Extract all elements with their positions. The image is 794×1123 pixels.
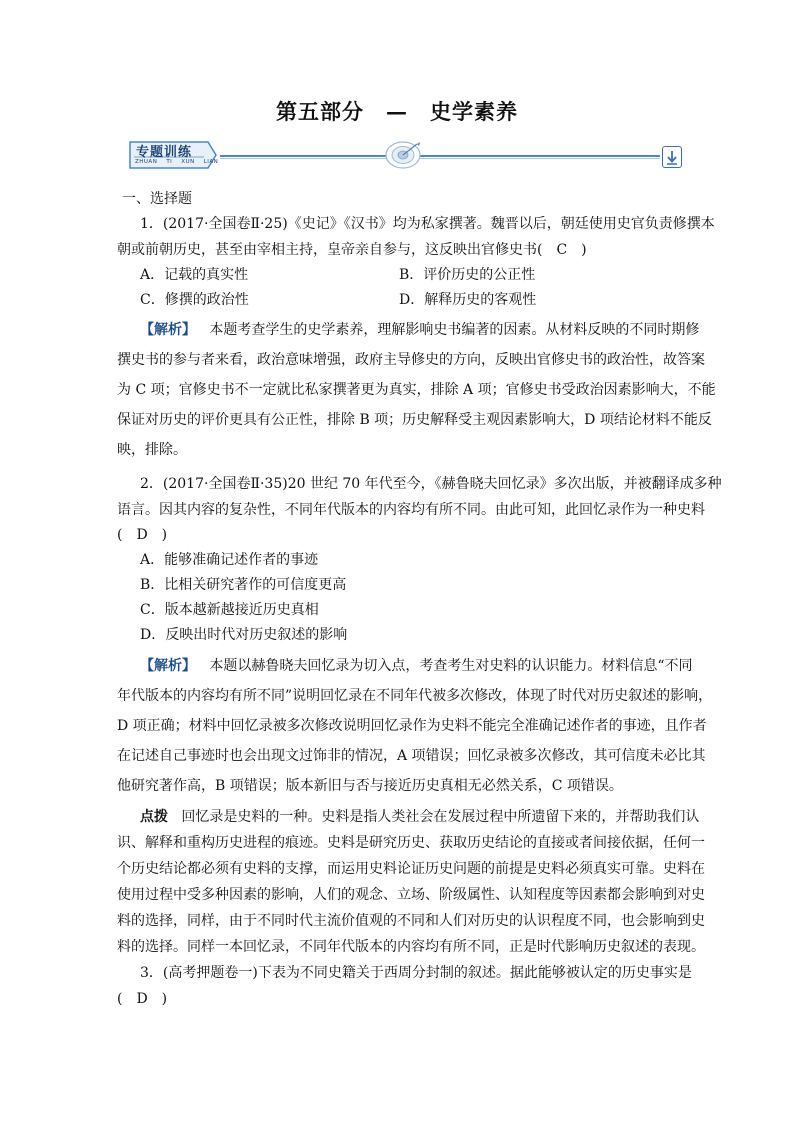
banner-pinyin: ZHUAN TI XUN LIAN [135, 159, 219, 165]
q1-analysis-line3: 为 C 项；官修史书不一定就比私家撰著更为真实，排除 A 项；官修史书受政治因素影响大，不能 [117, 382, 716, 398]
q2-analysis-line3: D 项正确；材料中回忆录被多次修改说明回忆录作为史料不能完全准确记述作者的事迹，且作者 [117, 718, 707, 734]
q1-stem-line1: 1．(2017·全国卷Ⅱ·25)《史记》《汉书》均为私家撰著。魏晋以后，朝廷使用史官负责修撰本 [140, 216, 715, 232]
q2-analysis-line4: 在记述自己事迹时也会出现文过饰非的情况，A 项错误；回忆录被多次修改，其可信度未必比其 [117, 748, 706, 764]
q2-stem-line2: 语言。因其内容的复杂性，不同年代版本的内容均有所不同。由此可知，此回忆录作为一种史料 [117, 502, 705, 518]
q1-option-d: D．解释历史的客观性 [399, 292, 537, 308]
download-icon[interactable] [662, 146, 682, 168]
banner-badge [128, 138, 218, 172]
banner-line [220, 155, 660, 157]
section-heading: 一、选择题 [122, 191, 192, 207]
q2-analysis-line1: 【解析】 本题以赫鲁晓夫回忆录为切入点，考查考生对史料的认识能力。材料信息“不同 [140, 658, 693, 674]
q2-option-c: C．版本越新越接近历史真相 [140, 602, 319, 618]
q1-analysis-line2: 撰史书的参与者来看，政治意味增强，政府主导修史的方向，反映出官修史书的政治性，故答案 [117, 352, 705, 368]
q3-stem-line2: ( D ) [117, 991, 168, 1007]
q1-analysis-tag: 【解析】 [140, 322, 196, 338]
q2-option-b: B．比相关研究著作的可信度更高 [140, 577, 347, 593]
q1-stem-line2: 朝或前朝历史，甚至由宰相主持，皇帝亲自参与，这反映出官修史书( C ) [117, 242, 587, 258]
q2-tip-line2: 识、解释和重构历史进程的痕迹。史料是研究历史、获取历史结论的直接或者间接依据，任何一 [117, 835, 705, 851]
q2-analysis-tag: 【解析】 [140, 658, 196, 674]
q2-option-a: A．能够准确记述作者的事迹 [140, 552, 319, 568]
q1-option-c: C．修撰的政治性 [140, 292, 249, 308]
q1-analysis-line5: 映，排除。 [117, 442, 187, 458]
q2-tip-line5: 料的选择，同样，由于不同时代主流价值观的不同和人们对历史的认识程度不同，也会影响到史 [117, 913, 705, 929]
q1-analysis-line1: 【解析】 本题考查学生的史学素养，理解影响史书编著的因素。从材料反映的不同时期修 [140, 322, 700, 338]
q2-tip-line4: 使用过程中受多种因素的影响，人们的观念、立场、阶级属性、认知程度等因素都会影响到对史 [117, 887, 705, 903]
q2-analysis-line2: 年代版本的内容均有所不同”说明回忆录在不同年代被多次修改，体现了时代对历史叙述的影响， [117, 688, 713, 704]
q2-stem-line1: 2．(2017·全国卷Ⅱ·35)20 世纪 70 年代至今，《赫鲁晓夫回忆录》多次出版，并被翻译成多种 [140, 476, 722, 492]
q1-analysis-line4: 保证对历史的评价更具有公正性，排除 B 项；历史解释受主观因素影响大，D 项结论材料不能反 [117, 412, 712, 428]
q2-tip-tag: 点拨 [140, 809, 168, 825]
q2-stem-line3: ( D ) [117, 527, 168, 543]
q2-tip-line1: 点拨 回忆录是史料的一种。史料是指人类社会在发展过程中所遗留下来的，并帮助我们认 [140, 809, 700, 825]
section-banner [128, 138, 688, 174]
page-title: 第五部分 — 史学素养 [276, 99, 518, 124]
q2-analysis-line5: 他研究著作高，B 项错误；版本新旧与否与接近历史真相无必然关系，C 项错误。 [117, 778, 623, 794]
q3-stem-line1: 3．(高考押题卷一)下表为不同史籍关于西周分封制的叙述。据此能够被认定的历史事实是 [140, 965, 692, 981]
q2-option-d: D．反映出时代对历史叙述的影响 [140, 627, 348, 643]
q1-option-a: A．记载的真实性 [140, 267, 249, 283]
q1-option-b: B．评价历史的公正性 [399, 267, 536, 283]
q2-tip-line6: 料的选择。同样一本回忆录，不同年代版本的内容均有所不同，正是时代影响历史叙述的表现。 [117, 939, 705, 955]
banner-line-light [220, 158, 660, 159]
banner-label: 专题训练 [136, 145, 193, 160]
q2-tip-line3: 个历史结论都必须有史料的支撑，而运用史料论证历史问题的前提是史料必须真实可靠。史料在 [117, 861, 705, 877]
target-icon [383, 140, 423, 170]
